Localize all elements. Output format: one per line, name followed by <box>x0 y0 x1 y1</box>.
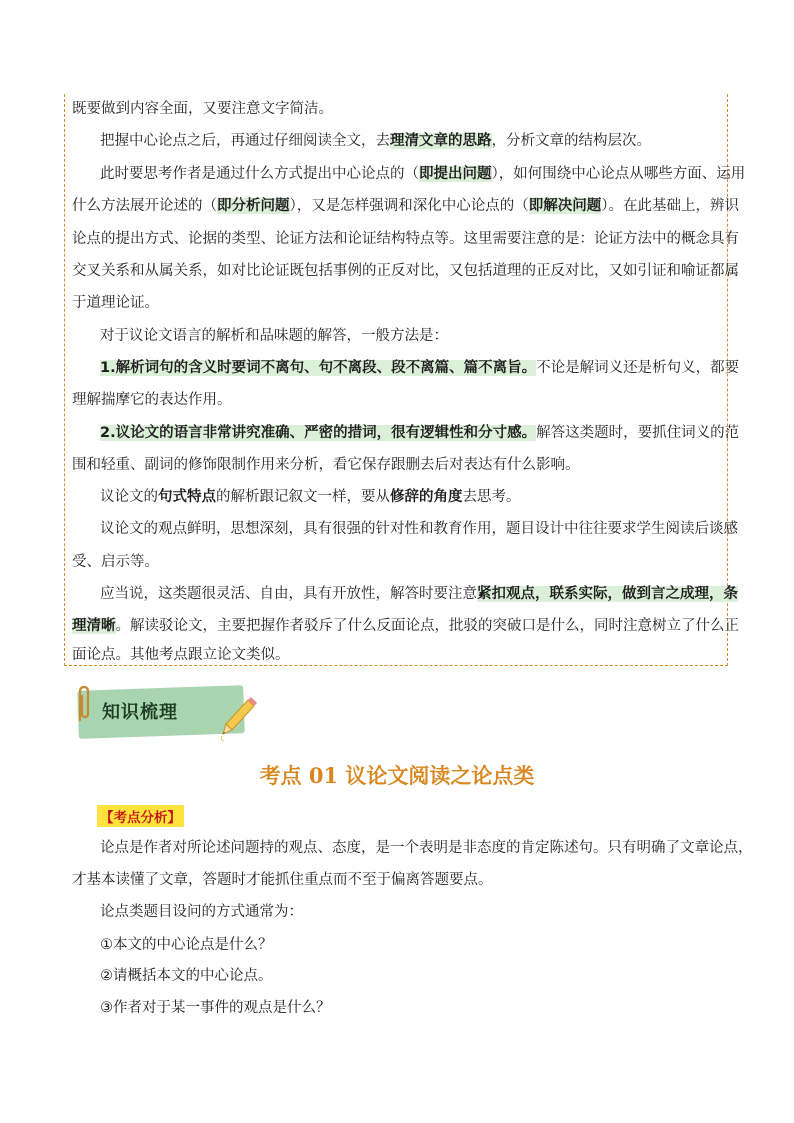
text-line <box>72 229 739 249</box>
text-line <box>72 196 739 216</box>
text: 对于议论文语言的解析和品味题的解答，一般方法是： <box>100 328 448 344</box>
highlight: 理清晰 <box>72 618 116 634</box>
pencil-icon <box>218 696 258 742</box>
highlight: 1.解析词句的含义时要词不离句、句不离段、段不离篇、篇不离旨。 <box>100 360 537 376</box>
text-line <box>100 326 448 346</box>
text: 把握中心论点之后，再通过仔细阅读全文，去 <box>100 133 390 149</box>
text-line <box>72 261 739 281</box>
highlight: 即解决问题 <box>528 198 602 214</box>
text-line <box>100 902 303 922</box>
text-line <box>72 390 232 410</box>
text: 论点的提出方式、论据的类型、论证方法和论证结构特点等。这里需要注意的是：论证方法中的概念具有 <box>72 231 739 247</box>
text: 解答这类题时，要抓住词义的范 <box>536 425 740 441</box>
paperclip-icon <box>72 684 96 724</box>
text: 理解揣摩它的表达作用。 <box>72 392 232 408</box>
text: ②请概括本文的中心论点。 <box>100 968 273 984</box>
question-item <box>100 935 273 955</box>
text: 论点是作者对所论述问题持的观点、态度，是一个表明是非态度的肯定陈述句。只有明确了文章论点， <box>100 840 753 856</box>
highlight: 即分析问题 <box>217 198 290 214</box>
section-tag-label: 知识梳理 <box>102 702 178 723</box>
question-item <box>100 998 331 1018</box>
text: ），又是怎样强调和深化中心论点的（ <box>289 198 529 214</box>
text: ，分析文章的结构层次。 <box>491 133 651 149</box>
text: 受、启示等。 <box>72 554 159 570</box>
text: 面论点。其他考点跟立论文类似。 <box>72 647 290 663</box>
text: 不论是解词义还是析句义，都要 <box>536 360 740 376</box>
text: ③作者对于某一事件的观点是什么？ <box>100 1000 331 1016</box>
text: 。解读驳论文，主要把握作者驳斥了什么反面论点，批驳的突破口是什么，同时注意树立了什么正 <box>115 618 739 634</box>
text: 于道理论证。 <box>72 295 159 311</box>
highlight: 2.议论文的语言非常讲究准确、严密的措词，很有逻辑性和分寸感。 <box>100 425 537 441</box>
text-line <box>100 131 651 151</box>
text: 的解析跟记叙文一样，要从 <box>216 489 390 505</box>
text: ），如何围绕中心论点从哪些方面、运用 <box>491 166 746 182</box>
highlight: 理清文章的思路 <box>390 133 492 149</box>
text-line <box>100 423 739 443</box>
text: 论点类题目设问的方式通常为： <box>100 904 303 920</box>
analysis-badge: 【考点分析】 <box>97 805 184 827</box>
text: 才基本读懂了文章，答题时才能抓住重点而不至于偏离答题要点。 <box>72 872 493 888</box>
text-line <box>100 358 739 378</box>
text-line <box>72 645 290 665</box>
text-line <box>100 584 738 604</box>
text: 围和轻重、副词的修饰限制作用来分析，看它保存跟删去后对表达有什么影响。 <box>72 457 580 473</box>
text-line <box>100 838 753 858</box>
emphasis: 句式特点 <box>158 489 216 505</box>
text-line <box>100 487 521 507</box>
text: 什么方法展开论述的（ <box>72 198 217 214</box>
text: 去思考。 <box>462 489 521 505</box>
text: ①本文的中心论点是什么？ <box>100 937 273 953</box>
highlight: 紧扣观点，联系实际，做到言之成理，条 <box>477 586 738 602</box>
text-line <box>100 164 745 184</box>
highlight: 即提出问题 <box>419 166 492 182</box>
text: 议论文的 <box>100 489 158 505</box>
text-line <box>72 455 580 475</box>
text-line <box>72 99 333 119</box>
text: 应当说，这类题很灵活、自由，具有开放性，解答时要注意 <box>100 586 477 602</box>
text: 议论文的观点鲜明，思想深刻，具有很强的针对性和教育作用，题目设计中往往要求学生阅读后谈感 <box>100 521 738 537</box>
text: 此时要思考作者是通过什么方式提出中心论点的（ <box>100 166 419 182</box>
text-line <box>72 293 159 313</box>
question-item <box>100 966 273 986</box>
text: ）。在此基础上，辨识 <box>601 198 739 214</box>
text-line <box>100 519 738 539</box>
text-line <box>72 870 493 890</box>
emphasis: 修辞的角度 <box>390 489 463 505</box>
text: 既要做到内容全面，又要注意文字简洁。 <box>72 101 333 117</box>
text: 交叉关系和从属关系，如对比论证既包括事例的正反对比，又包括道理的正反对比，又如引证和喻证都属 <box>72 263 739 279</box>
text-line <box>72 616 739 636</box>
text-line <box>72 552 159 572</box>
section-title: 考点 01 议论文阅读之论点类 <box>259 763 535 788</box>
